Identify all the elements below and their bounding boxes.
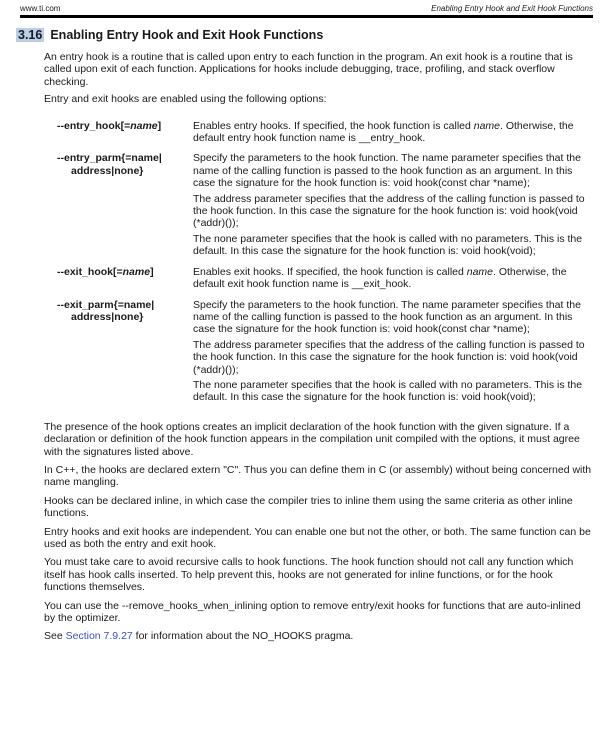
- text-run: Enables exit hooks. If specified, the hook function is called: [193, 265, 467, 278]
- intro-paragraphs: [44, 51, 593, 106]
- option-description: [193, 152, 593, 260]
- text-run: --exit_parm{=name|: [57, 298, 155, 311]
- option-term-line: [57, 120, 193, 132]
- option-description-paragraph: [193, 152, 593, 189]
- text-run: The presence of the hook options creates an implicit declaration of the hook function with the given signature. If a declaration or definition of the hook function appears in the compilation unit compiled with the options, it must agree with the signatures listed above.: [44, 420, 580, 458]
- option-row: [57, 152, 593, 260]
- option-row: [57, 266, 593, 294]
- text-run: The none parameter specifies that the hook is called with no parameters. This is the default. In this case the signature for the hook function is: void hook(void);: [193, 378, 583, 404]
- text-run: ]: [157, 119, 162, 132]
- text-run: Specify the parameters to the hook function. The name parameter specifies that the name of the calling function is passed to the hook function as an argument. In this case the signature for the hook function is: void hook(const char *name);: [193, 298, 581, 336]
- text-run: You can use the --remove_hooks_when_inlining option to remove entry/exit hooks for functions that are auto-inlined by the optimizer.: [44, 599, 581, 625]
- option-description-paragraph: [193, 339, 593, 376]
- text-run: address|none}: [71, 310, 144, 323]
- italic-text: name: [473, 119, 501, 132]
- text-run: --entry_parm{=name|: [57, 152, 162, 165]
- text-run: Entry and exit hooks are enabled using the following options:: [44, 93, 327, 106]
- option-description-paragraph: [193, 233, 593, 258]
- option-term: [57, 299, 193, 407]
- options-definition-list: [57, 120, 593, 407]
- closing-paragraph: [44, 495, 593, 520]
- text-run: An entry hook is a routine that is called upon entry to each function in the program. An exit hook is a routine that is called upon exit of each function. Applications for hooks include debugging, trace, profiling, and stack overflow checking.: [44, 51, 573, 88]
- text-run: The none parameter specifies that the hook is called with no parameters. This is the default. In this case the signature for the hook function is: void hook(void);: [193, 232, 583, 258]
- section-number: 3.16: [18, 28, 43, 42]
- cross-reference-link[interactable]: Section 7.9.27: [65, 630, 133, 643]
- section-content: [44, 51, 593, 643]
- text-run: The address parameter specifies that the address of the calling function is passed to the hook function. In this case the signature for the hook function is: void hook(void (*addr)());: [193, 192, 585, 230]
- closing-paragraphs: [44, 421, 593, 643]
- text-run: In C++, the hooks are declared extern "C". Thus you can define them in C (or assembly) without being concerned with name mangling.: [44, 463, 592, 489]
- option-description: [193, 120, 593, 148]
- page-header: [20, 0, 593, 18]
- closing-paragraph: [44, 464, 593, 489]
- option-row: [57, 299, 593, 407]
- text-run: You must take care to avoid recursive calls to hook functions. The hook function should not call any function which itself has hook calls inserted. To help prevent this, hooks are not generated for inline functions, or for the hook functions themselves.: [44, 556, 574, 594]
- option-description-paragraph: [193, 120, 593, 145]
- option-term: [57, 266, 193, 294]
- closing-paragraph: [44, 421, 593, 458]
- intro-paragraph: [44, 93, 593, 105]
- option-description-paragraph: [193, 193, 593, 230]
- option-description-paragraph: [193, 379, 593, 404]
- closing-paragraph: [44, 526, 593, 551]
- header-site-url: www.ti.com: [20, 4, 61, 13]
- option-term-line: [57, 152, 193, 164]
- text-run: for information about the NO_HOOKS pragma.: [132, 630, 354, 643]
- text-run: The address parameter specifies that the address of the calling function is passed to the hook function. In this case the signature for the hook function is: void hook(void (*addr)());: [193, 338, 585, 376]
- option-term: [57, 152, 193, 260]
- text-run: . Otherwise, the default exit hook function name is __exit_hook.: [193, 265, 567, 291]
- option-description-paragraph: [193, 299, 593, 336]
- text-run: Hooks can be declared inline, in which case the compiler tries to inline them using the same criteria as other inline functions.: [44, 494, 573, 520]
- italic-text: name: [130, 119, 158, 132]
- closing-paragraph: [44, 556, 593, 593]
- text-run: . Otherwise, the default entry hook function name is __entry_hook.: [193, 119, 574, 145]
- intro-paragraph: [44, 51, 593, 88]
- text-run: Entry hooks and exit hooks are independent. You can enable one but not the other, or both. The same function can be used as both the entry and exit hook.: [44, 525, 591, 550]
- text-run: --exit_hook[=: [57, 265, 123, 278]
- option-term-line: [57, 165, 193, 177]
- option-description: [193, 299, 593, 407]
- section-title: Enabling Entry Hook and Exit Hook Functions: [50, 28, 324, 42]
- text-run: Specify the parameters to the hook function. The name parameter specifies that the name of the calling function is passed to the hook function as an argument. In this case the signature for the hook function is: void hook(const char *name);: [193, 152, 581, 190]
- italic-text: name: [122, 265, 151, 278]
- option-term-line: [57, 266, 193, 278]
- option-term: [57, 120, 193, 148]
- option-description: [193, 266, 593, 294]
- section-heading: [16, 28, 593, 42]
- text-run: --entry_hook[=: [57, 119, 131, 132]
- option-row: [57, 120, 593, 148]
- header-running-title: Enabling Entry Hook and Exit Hook Functions: [431, 4, 593, 13]
- italic-text: name: [466, 265, 494, 278]
- option-term-line: [57, 311, 193, 323]
- text-run: address|none}: [71, 164, 144, 177]
- text-run: Enables entry hooks. If specified, the hook function is called: [193, 119, 474, 132]
- option-term-line: [57, 299, 193, 311]
- text-run: See: [44, 630, 66, 643]
- option-description-paragraph: [193, 266, 593, 291]
- closing-paragraph: [44, 600, 593, 625]
- text-run: ]: [150, 265, 154, 278]
- closing-paragraph: [44, 630, 593, 642]
